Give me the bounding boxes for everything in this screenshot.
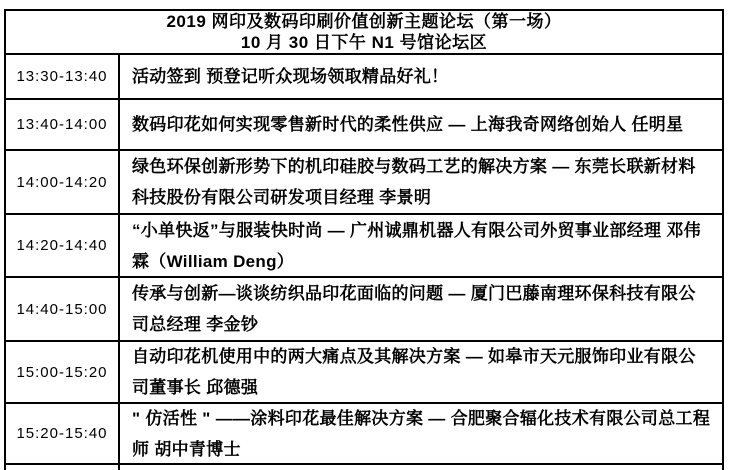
session-time: 15:20-15:40 [6, 404, 120, 463]
session-time: 13:30-13:40 [6, 55, 120, 98]
session-row [6, 215, 722, 278]
session-row [6, 342, 722, 404]
session-content: 自动印花机使用中的两大痛点及其解决方案 — 如皋市天元服饰印业有限公司董事长 邱德强 [132, 347, 696, 397]
session-time: 14:20-14:40 [6, 215, 120, 276]
session-content: 数码印花如何实现零售新时代的柔性供应 — 上海我奇网络创始人 任明星 [132, 115, 684, 134]
session-content: 绿色环保创新形势下的机印硅胶与数码工艺的解决方案 — 东莞长联新材料科技股份有限公司研发项目经理 李景明 [132, 157, 696, 207]
session-row [6, 55, 722, 100]
session-content: 活动签到 预登记听众现场领取精品好礼！ [132, 67, 449, 86]
session-row [6, 151, 722, 215]
table-header [6, 11, 722, 55]
session-time [6, 465, 120, 470]
session-row-partial [6, 465, 722, 470]
event-title: 2019 网印及数码印刷价值创新主题论坛（第一场） [166, 12, 562, 31]
session-time: 14:00-14:20 [6, 151, 120, 213]
session-row [6, 404, 722, 465]
session-row [6, 100, 722, 151]
agenda-table [4, 9, 724, 470]
session-content: " 仿活性 " ——涂料印花最佳解决方案 — 合肥聚合辐化技术有限公司总工程师 胡中青博士 [132, 408, 711, 459]
session-time: 15:00-15:20 [6, 342, 120, 402]
event-datetime-venue: 10 月 30 日下午 N1 号馆论坛区 [240, 33, 488, 52]
session-content: “小单快返”与服装快时尚 — 广州诚鼎机器人有限公司外贸事业部经理 邓伟霖（William Deng） [132, 220, 701, 271]
session-content: 传承与创新—谈谈纺织品印花面临的问题 — 厦门巴藤南理环保科技有限公司总经理 李金钞 [132, 284, 696, 334]
session-content [120, 465, 722, 470]
session-time: 13:40-14:00 [6, 100, 120, 149]
session-row [6, 278, 722, 342]
session-time: 14:40-15:00 [6, 278, 120, 340]
